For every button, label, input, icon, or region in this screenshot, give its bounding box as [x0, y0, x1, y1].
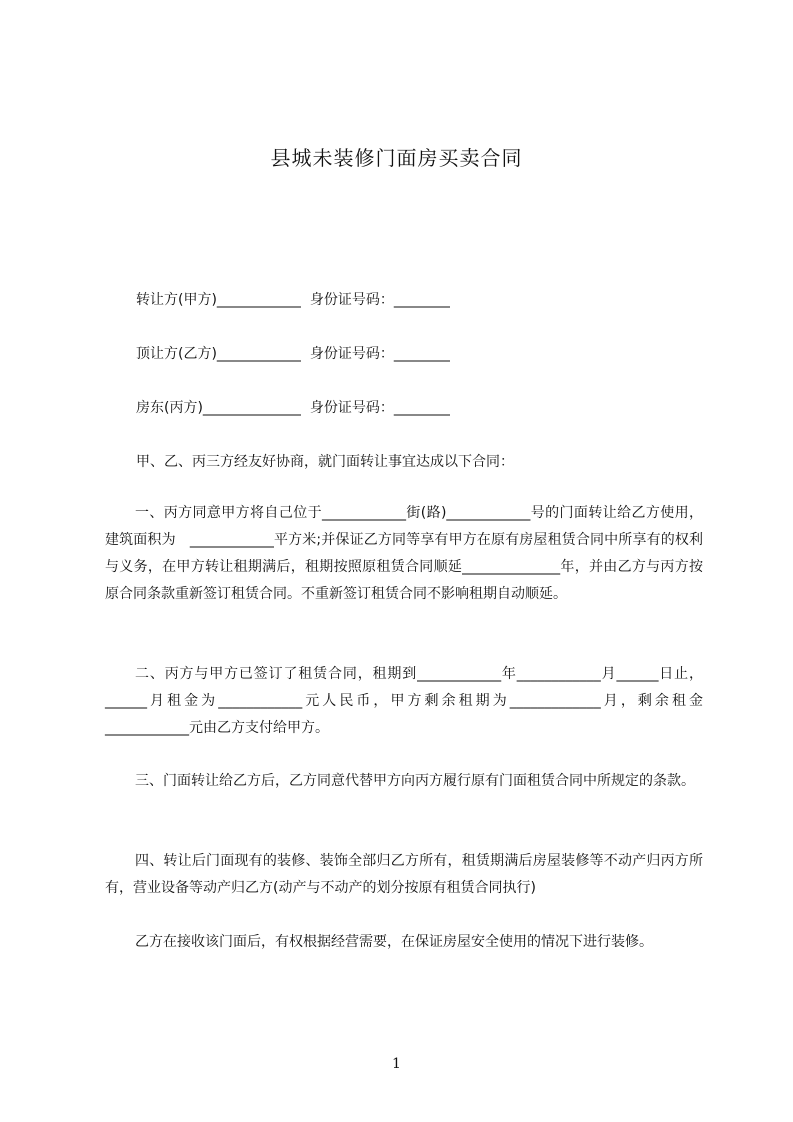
clause-4: 四、转让后门面现有的装修、装饰全部归乙方所有，租赁期满后房屋装修等不动产归丙方所有，营业设备等动产归乙方(动产与不动产的划分按原有租赁合同执行): [105, 853, 703, 896]
clause-3: 三、门面转让给乙方后，乙方同意代替甲方向丙方履行原有门面租赁合同中所规定的条款。: [135, 773, 695, 789]
document-title: 县城未装修门面房买卖合同: [270, 146, 523, 170]
party-landlord-line: 房东(丙方)______________ 身份证号码：________: [136, 400, 450, 416]
clause-5: 乙方在接收该门面后，有权根据经营需要，在保证房屋安全使用的情况下进行装修。: [135, 934, 653, 950]
party-transferor-line: 转让方(甲方)____________ 身份证号码：________: [136, 292, 450, 308]
clause-2: 二、丙方与甲方已签订了租赁合同，租期到____________年____________月______日止，______月租金为____________元人民币，甲方剩余租期为_____________月，剩余租金____________元由乙方支付给甲方。: [105, 666, 703, 736]
intro-line: 甲、乙、丙三方经友好协商，就门面转让事宜达成以下合同：: [136, 454, 514, 470]
clause-1: 一、丙方同意甲方将自己位于____________街(路)____________号的门面转让给乙方使用，建筑面积为 ____________平方米;并保证乙方同等享有甲方在原有房屋租赁合同中所享有的权利与义务，在甲方转让租期满后，租期按照原租赁合同顺延______________年，并由乙方与丙方按原合同条款重新签订租赁合同。不重新签订租赁合同不影响租期自动顺延。: [105, 505, 703, 602]
page-number: 1: [392, 1056, 401, 1072]
party-transferee-line: 顶让方(乙方)____________ 身份证号码：________: [136, 346, 450, 362]
